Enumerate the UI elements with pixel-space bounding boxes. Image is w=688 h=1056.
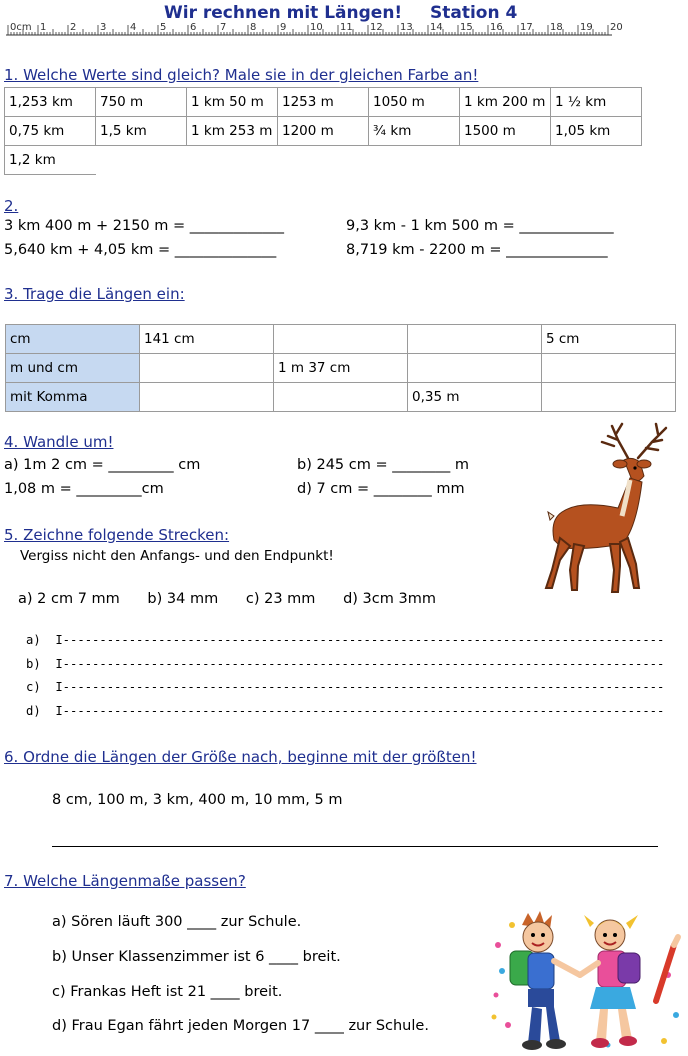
table-cell: 1200 m bbox=[278, 117, 369, 146]
table-cell bbox=[408, 325, 542, 354]
table-cell: 1 m 37 cm bbox=[274, 354, 408, 383]
table-cell: 1,5 km bbox=[96, 117, 187, 146]
ruler-label: 2 bbox=[70, 22, 77, 33]
ruler-label: 15 bbox=[460, 22, 473, 33]
table-cell: 141 cm bbox=[140, 325, 274, 354]
answer-line bbox=[52, 846, 658, 847]
table-cell: 1,05 km bbox=[551, 117, 642, 146]
table-cell: ¾ km bbox=[369, 117, 460, 146]
table-row bbox=[5, 117, 642, 146]
ruler-label: 8 bbox=[250, 22, 257, 33]
ruler-label: 14 bbox=[430, 22, 443, 33]
task5-note: Vergiss nicht den Anfangs- und den Endpunkt! bbox=[20, 548, 334, 564]
table-cell bbox=[542, 354, 676, 383]
ruler-label: 4 bbox=[130, 22, 137, 33]
task7-line: d) Frau Egan fährt jeden Morgen 17 ____ zur Schule. bbox=[52, 1018, 429, 1034]
task7-line: a) Sören läuft 300 ____ zur Schule. bbox=[52, 914, 302, 930]
task7-line: c) Frankas Heft ist 21 ____ breit. bbox=[52, 984, 283, 1000]
ruler-label: 6 bbox=[190, 22, 197, 33]
ruler-label: 7 bbox=[220, 22, 227, 33]
table-cell: 1 ½ km bbox=[551, 88, 642, 117]
table-cell bbox=[542, 383, 676, 412]
row-label: mit Komma bbox=[6, 383, 140, 412]
task1-table bbox=[4, 87, 642, 175]
table-cell: 1050 m bbox=[369, 88, 460, 117]
task6-heading: 6. Ordne die Längen der Größe nach, beginne mit der größten! bbox=[4, 748, 477, 766]
table-cell: 0,75 km bbox=[5, 117, 96, 146]
task4-line: a) 1m 2 cm = _________ cm bbox=[4, 457, 201, 473]
task4-heading: 4. Wandle um! bbox=[4, 433, 114, 451]
task3-table bbox=[5, 324, 676, 412]
task1-heading: 1. Welche Werte sind gleich? Male sie in der gleichen Farbe an! bbox=[4, 66, 479, 84]
task4-line: b) 245 cm = ________ m bbox=[297, 457, 469, 473]
station-label: Station 4 bbox=[430, 3, 518, 23]
table-cell bbox=[274, 383, 408, 412]
ruler-label: 17 bbox=[520, 22, 533, 33]
task3-heading: 3. Trage die Längen ein: bbox=[4, 285, 185, 303]
task2-line: 9,3 km - 1 km 500 m = _____________ bbox=[346, 218, 614, 234]
task5-line: d) I---------------------------------------------------------------------------------- bbox=[26, 704, 665, 718]
ruler-label: 10 bbox=[310, 22, 323, 33]
task7-line: b) Unser Klassenzimmer ist 6 ____ breit. bbox=[52, 949, 341, 965]
table-cell: 1,253 km bbox=[5, 88, 96, 117]
table-cell bbox=[140, 354, 274, 383]
table-cell: 1500 m bbox=[460, 117, 551, 146]
table-row bbox=[5, 88, 642, 117]
table-row bbox=[6, 383, 676, 412]
task2-line: 8,719 km - 2200 m = ______________ bbox=[346, 242, 608, 258]
task5-line: a) I---------------------------------------------------------------------------------- bbox=[26, 633, 665, 647]
ruler-label: 19 bbox=[580, 22, 593, 33]
ruler-label: 5 bbox=[160, 22, 167, 33]
deer-illustration bbox=[540, 420, 680, 595]
ruler-label: 1 bbox=[40, 22, 47, 33]
row-label: cm bbox=[6, 325, 140, 354]
table-row bbox=[6, 325, 676, 354]
ruler-graphic bbox=[6, 20, 623, 36]
table-cell: 1 km 253 m bbox=[187, 117, 278, 146]
task5-line: b) I---------------------------------------------------------------------------------- bbox=[26, 657, 665, 671]
table-cell: 1,2 km bbox=[5, 146, 96, 175]
table-cell: 750 m bbox=[96, 88, 187, 117]
ruler-label: 20 bbox=[610, 22, 623, 33]
ruler-label: 12 bbox=[370, 22, 383, 33]
ruler-label: 13 bbox=[400, 22, 413, 33]
task5-items: a) 2 cm 7 mm b) 34 mm c) 23 mm d) 3cm 3mm bbox=[18, 591, 436, 607]
task4-line: d) 7 cm = ________ mm bbox=[297, 481, 465, 497]
table-cell bbox=[140, 383, 274, 412]
ruler-label: 16 bbox=[490, 22, 503, 33]
worksheet-title: Wir rechnen mit Längen! bbox=[164, 3, 403, 23]
task2-line: 5,640 km + 4,05 km = ______________ bbox=[4, 242, 277, 258]
task5-line: c) I---------------------------------------------------------------------------------- bbox=[26, 680, 665, 694]
table-cell: 1 km 200 m bbox=[460, 88, 551, 117]
task7-heading: 7. Welche Längenmaße passen? bbox=[4, 872, 246, 890]
table-row bbox=[6, 354, 676, 383]
ruler-label: 18 bbox=[550, 22, 563, 33]
task4-line: 1,08 m = _________cm bbox=[4, 481, 164, 497]
table-cell: 5 cm bbox=[542, 325, 676, 354]
ruler-label: 9 bbox=[280, 22, 287, 33]
row-label: m und cm bbox=[6, 354, 140, 383]
ruler-label: 3 bbox=[100, 22, 107, 33]
ruler-label: 0cm bbox=[10, 22, 32, 33]
task2-heading: 2. bbox=[4, 197, 19, 215]
task6-values: 8 cm, 100 m, 3 km, 400 m, 10 mm, 5 m bbox=[52, 792, 343, 808]
school-kids-illustration bbox=[488, 905, 684, 1053]
table-cell: 0,35 m bbox=[408, 383, 542, 412]
task5-heading: 5. Zeichne folgende Strecken: bbox=[4, 526, 230, 544]
ruler-label: 11 bbox=[340, 22, 353, 33]
table-row bbox=[5, 146, 642, 175]
table-cell: 1253 m bbox=[278, 88, 369, 117]
task2-line: 3 km 400 m + 2150 m = _____________ bbox=[4, 218, 284, 234]
table-cell bbox=[274, 325, 408, 354]
table-cell: 1 km 50 m bbox=[187, 88, 278, 117]
table-cell bbox=[408, 354, 542, 383]
